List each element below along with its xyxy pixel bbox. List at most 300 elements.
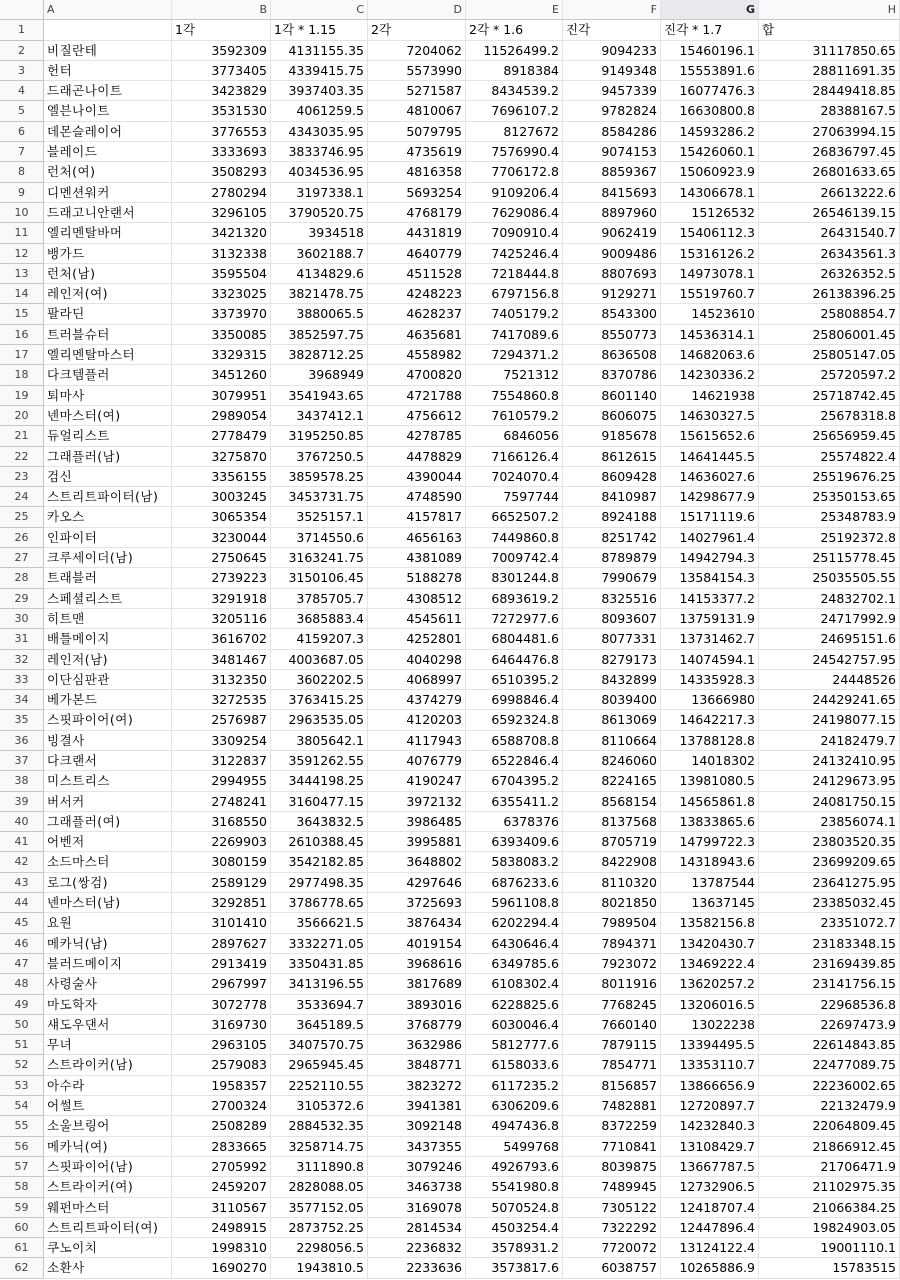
value-cell[interactable]: 8415693 [563, 183, 661, 203]
value-cell[interactable]: 2897627 [172, 934, 271, 954]
value-cell[interactable]: 7449860.8 [466, 528, 563, 548]
value-cell[interactable]: 5693254 [368, 183, 466, 203]
value-cell[interactable]: 3645189.5 [271, 1015, 368, 1035]
value-cell[interactable]: 2967997 [172, 974, 271, 994]
value-cell[interactable]: 2780294 [172, 183, 271, 203]
value-cell[interactable]: 8410987 [563, 487, 661, 507]
value-cell[interactable]: 4756612 [368, 406, 466, 426]
value-cell[interactable]: 7024070.4 [466, 467, 563, 487]
value-cell[interactable]: 26613222.6 [759, 183, 900, 203]
value-cell[interactable]: 8705719 [563, 832, 661, 852]
value-cell[interactable]: 7405179.2 [466, 304, 563, 324]
class-name-cell[interactable]: 블레이드 [44, 142, 172, 162]
value-cell[interactable]: 3258714.75 [271, 1137, 368, 1157]
value-cell[interactable]: 8251742 [563, 528, 661, 548]
class-name-cell[interactable]: 크루세이더(남) [44, 548, 172, 568]
value-cell[interactable]: 8137568 [563, 812, 661, 832]
class-name-cell[interactable]: 다크랜서 [44, 751, 172, 771]
value-cell[interactable]: 13637145 [661, 893, 759, 913]
class-name-cell[interactable]: 로그(쌍검) [44, 873, 172, 893]
value-cell[interactable]: 2700324 [172, 1096, 271, 1116]
value-cell[interactable]: 22968536.8 [759, 995, 900, 1015]
value-cell[interactable]: 4061259.5 [271, 101, 368, 121]
value-cell[interactable]: 24081750.15 [759, 792, 900, 812]
value-cell[interactable]: 4034536.95 [271, 162, 368, 182]
value-cell[interactable]: 3309254 [172, 731, 271, 751]
value-cell[interactable]: 8039400 [563, 690, 661, 710]
value-cell[interactable]: 3197338.1 [271, 183, 368, 203]
value-cell[interactable]: 4926793.6 [466, 1157, 563, 1177]
value-cell[interactable]: 15615652.6 [661, 426, 759, 446]
value-cell[interactable]: 15406112.3 [661, 223, 759, 243]
value-cell[interactable]: 7204062 [368, 41, 466, 61]
value-cell[interactable]: 3821478.75 [271, 284, 368, 304]
value-cell[interactable]: 14682063.6 [661, 345, 759, 365]
value-cell[interactable]: 4635681 [368, 325, 466, 345]
value-cell[interactable]: 5070524.8 [466, 1198, 563, 1218]
value-cell[interactable]: 3150106.45 [271, 568, 368, 588]
row-header[interactable]: 60 [0, 1218, 44, 1238]
value-cell[interactable]: 14593286.2 [661, 122, 759, 142]
class-name-cell[interactable]: 메카닉(여) [44, 1137, 172, 1157]
value-cell[interactable]: 8093607 [563, 609, 661, 629]
class-name-cell[interactable]: 미스트리스 [44, 771, 172, 791]
row-header[interactable]: 9 [0, 183, 44, 203]
value-cell[interactable]: 8897960 [563, 203, 661, 223]
value-cell[interactable]: 3591262.55 [271, 751, 368, 771]
value-cell[interactable]: 3444198.25 [271, 771, 368, 791]
value-cell[interactable]: 3437412.1 [271, 406, 368, 426]
value-cell[interactable]: 2833665 [172, 1137, 271, 1157]
value-cell[interactable]: 31117850.65 [759, 41, 900, 61]
value-cell[interactable]: 5188278 [368, 568, 466, 588]
value-cell[interactable]: 3880065.5 [271, 304, 368, 324]
class-name-cell[interactable]: 소드마스터 [44, 852, 172, 872]
value-cell[interactable]: 12447896.4 [661, 1218, 759, 1238]
value-cell[interactable]: 26836797.45 [759, 142, 900, 162]
value-cell[interactable]: 22064809.45 [759, 1116, 900, 1136]
value-cell[interactable]: 8246060 [563, 751, 661, 771]
value-cell[interactable]: 3132350 [172, 670, 271, 690]
value-cell[interactable]: 14642217.3 [661, 710, 759, 730]
value-cell[interactable]: 3296105 [172, 203, 271, 223]
value-cell[interactable]: 3773405 [172, 61, 271, 81]
class-name-cell[interactable]: 소울브링어 [44, 1116, 172, 1136]
value-cell[interactable]: 6378376 [466, 812, 563, 832]
value-cell[interactable]: 6306209.6 [466, 1096, 563, 1116]
value-cell[interactable]: 7923072 [563, 954, 661, 974]
row-header[interactable]: 29 [0, 589, 44, 609]
value-cell[interactable]: 6797156.8 [466, 284, 563, 304]
row-header[interactable]: 6 [0, 122, 44, 142]
value-cell[interactable]: 8550773 [563, 325, 661, 345]
value-cell[interactable]: 3937403.35 [271, 81, 368, 101]
value-cell[interactable]: 3291918 [172, 589, 271, 609]
value-cell[interactable]: 4700820 [368, 365, 466, 385]
value-cell[interactable]: 3230044 [172, 528, 271, 548]
value-cell[interactable]: 16630800.8 [661, 101, 759, 121]
class-name-cell[interactable]: 카오스 [44, 507, 172, 527]
value-cell[interactable]: 3350431.85 [271, 954, 368, 974]
class-name-cell[interactable]: 검신 [44, 467, 172, 487]
value-cell[interactable]: 6464476.8 [466, 650, 563, 670]
value-cell[interactable]: 2589129 [172, 873, 271, 893]
value-cell[interactable]: 23856074.1 [759, 812, 900, 832]
value-cell[interactable]: 4810067 [368, 101, 466, 121]
value-cell[interactable]: 4131155.35 [271, 41, 368, 61]
value-cell[interactable]: 14153377.2 [661, 589, 759, 609]
value-cell[interactable]: 3110567 [172, 1198, 271, 1218]
value-cell[interactable]: 4478829 [368, 447, 466, 467]
value-cell[interactable]: 3413196.55 [271, 974, 368, 994]
value-cell[interactable]: 19824903.05 [759, 1218, 900, 1238]
value-cell[interactable]: 25574822.4 [759, 447, 900, 467]
value-cell[interactable]: 8110664 [563, 731, 661, 751]
row-header[interactable]: 51 [0, 1035, 44, 1055]
value-cell[interactable]: 3941381 [368, 1096, 466, 1116]
value-cell[interactable]: 7166126.4 [466, 447, 563, 467]
row-header[interactable]: 32 [0, 650, 44, 670]
class-name-cell[interactable]: 쿠노이치 [44, 1238, 172, 1258]
value-cell[interactable]: 3168550 [172, 812, 271, 832]
value-cell[interactable]: 6592324.8 [466, 710, 563, 730]
value-cell[interactable]: 3876434 [368, 913, 466, 933]
value-cell[interactable]: 28388167.5 [759, 101, 900, 121]
value-cell[interactable]: 7090910.4 [466, 223, 563, 243]
value-cell[interactable]: 6998846.4 [466, 690, 563, 710]
class-name-cell[interactable]: 넨마스터(여) [44, 406, 172, 426]
row-header[interactable]: 2 [0, 41, 44, 61]
value-cell[interactable]: 4947436.8 [466, 1116, 563, 1136]
class-name-cell[interactable]: 마도학자 [44, 995, 172, 1015]
header-cell[interactable]: 진각 [563, 20, 661, 40]
value-cell[interactable]: 4159207.3 [271, 629, 368, 649]
value-cell[interactable]: 14636027.6 [661, 467, 759, 487]
value-cell[interactable]: 14074594.1 [661, 650, 759, 670]
value-cell[interactable]: 14565861.8 [661, 792, 759, 812]
value-cell[interactable]: 3531530 [172, 101, 271, 121]
header-cell[interactable] [44, 20, 172, 40]
class-name-cell[interactable]: 엘븐나이트 [44, 101, 172, 121]
value-cell[interactable]: 8127672 [466, 122, 563, 142]
value-cell[interactable]: 1690270 [172, 1258, 271, 1278]
value-cell[interactable]: 2705992 [172, 1157, 271, 1177]
value-cell[interactable]: 6588708.8 [466, 731, 563, 751]
value-cell[interactable]: 8636508 [563, 345, 661, 365]
column-header-g[interactable]: G [661, 0, 759, 20]
class-name-cell[interactable]: 인파이터 [44, 528, 172, 548]
value-cell[interactable]: 13353110.7 [661, 1055, 759, 1075]
row-header[interactable]: 42 [0, 852, 44, 872]
value-cell[interactable]: 9185678 [563, 426, 661, 446]
row-header[interactable]: 24 [0, 487, 44, 507]
value-cell[interactable]: 2508289 [172, 1116, 271, 1136]
value-cell[interactable]: 14973078.1 [661, 264, 759, 284]
value-cell[interactable]: 7990679 [563, 568, 661, 588]
value-cell[interactable]: 3423829 [172, 81, 271, 101]
value-cell[interactable]: 23803520.35 [759, 832, 900, 852]
class-name-cell[interactable]: 스트리트파이터(남) [44, 487, 172, 507]
value-cell[interactable]: 4640779 [368, 244, 466, 264]
value-cell[interactable]: 8432899 [563, 670, 661, 690]
value-cell[interactable]: 3986485 [368, 812, 466, 832]
value-cell[interactable]: 7696107.2 [466, 101, 563, 121]
value-cell[interactable]: 21866912.45 [759, 1137, 900, 1157]
value-cell[interactable]: 21706471.9 [759, 1157, 900, 1177]
class-name-cell[interactable]: 그래플러(남) [44, 447, 172, 467]
value-cell[interactable]: 13759131.9 [661, 609, 759, 629]
value-cell[interactable]: 23141756.15 [759, 974, 900, 994]
value-cell[interactable]: 8039875 [563, 1157, 661, 1177]
value-cell[interactable]: 9094233 [563, 41, 661, 61]
value-cell[interactable]: 6846056 [466, 426, 563, 446]
value-cell[interactable]: 4390044 [368, 467, 466, 487]
value-cell[interactable]: 13981080.5 [661, 771, 759, 791]
value-cell[interactable]: 28449418.85 [759, 81, 900, 101]
row-header[interactable]: 16 [0, 325, 44, 345]
value-cell[interactable]: 4503254.4 [466, 1218, 563, 1238]
value-cell[interactable]: 3205116 [172, 609, 271, 629]
row-header[interactable]: 47 [0, 954, 44, 974]
value-cell[interactable]: 2778479 [172, 426, 271, 446]
value-cell[interactable]: 6704395.2 [466, 771, 563, 791]
value-cell[interactable]: 2994955 [172, 771, 271, 791]
value-cell[interactable]: 3685883.4 [271, 609, 368, 629]
value-cell[interactable]: 7597744 [466, 487, 563, 507]
class-name-cell[interactable]: 웨펀마스터 [44, 1198, 172, 1218]
class-name-cell[interactable]: 다크템플러 [44, 365, 172, 385]
value-cell[interactable]: 3329315 [172, 345, 271, 365]
value-cell[interactable]: 2576987 [172, 710, 271, 730]
value-cell[interactable]: 2913419 [172, 954, 271, 974]
value-cell[interactable]: 8021850 [563, 893, 661, 913]
value-cell[interactable]: 7218444.8 [466, 264, 563, 284]
value-cell[interactable]: 23699209.65 [759, 852, 900, 872]
value-cell[interactable]: 3968949 [271, 365, 368, 385]
value-cell[interactable]: 26343561.3 [759, 244, 900, 264]
value-cell[interactable]: 6158033.6 [466, 1055, 563, 1075]
value-cell[interactable]: 15060923.9 [661, 162, 759, 182]
value-cell[interactable]: 3823272 [368, 1076, 466, 1096]
value-cell[interactable]: 13022238 [661, 1015, 759, 1035]
value-cell[interactable]: 3592309 [172, 41, 271, 61]
value-cell[interactable]: 3163241.75 [271, 548, 368, 568]
value-cell[interactable]: 2459207 [172, 1177, 271, 1197]
row-header[interactable]: 35 [0, 710, 44, 730]
value-cell[interactable]: 13833865.6 [661, 812, 759, 832]
value-cell[interactable]: 24695151.6 [759, 629, 900, 649]
value-cell[interactable]: 5838083.2 [466, 852, 563, 872]
value-cell[interactable]: 3079246 [368, 1157, 466, 1177]
value-cell[interactable]: 25805147.05 [759, 345, 900, 365]
value-cell[interactable]: 3573817.6 [466, 1258, 563, 1278]
value-cell[interactable]: 26546139.15 [759, 203, 900, 223]
row-header[interactable]: 62 [0, 1258, 44, 1278]
value-cell[interactable]: 24182479.7 [759, 731, 900, 751]
value-cell[interactable]: 2252110.55 [271, 1076, 368, 1096]
value-cell[interactable]: 2269903 [172, 832, 271, 852]
value-cell[interactable]: 14335928.3 [661, 670, 759, 690]
class-name-cell[interactable]: 배틀메이지 [44, 629, 172, 649]
row-header[interactable]: 59 [0, 1198, 44, 1218]
value-cell[interactable]: 14318943.6 [661, 852, 759, 872]
row-header[interactable]: 58 [0, 1177, 44, 1197]
value-cell[interactable]: 3080159 [172, 852, 271, 872]
value-cell[interactable]: 3972132 [368, 792, 466, 812]
class-name-cell[interactable]: 이단심판관 [44, 670, 172, 690]
row-header[interactable]: 36 [0, 731, 44, 751]
value-cell[interactable]: 24832702.1 [759, 589, 900, 609]
row-header[interactable]: 8 [0, 162, 44, 182]
value-cell[interactable]: 9129271 [563, 284, 661, 304]
class-name-cell[interactable]: 팔라딘 [44, 304, 172, 324]
row-header[interactable]: 52 [0, 1055, 44, 1075]
value-cell[interactable]: 1958357 [172, 1076, 271, 1096]
class-name-cell[interactable]: 히트맨 [44, 609, 172, 629]
class-name-cell[interactable]: 엘리멘탈바머 [44, 223, 172, 243]
value-cell[interactable]: 13866656.9 [661, 1076, 759, 1096]
value-cell[interactable]: 14230336.2 [661, 365, 759, 385]
value-cell[interactable]: 6038757 [563, 1258, 661, 1278]
value-cell[interactable]: 24429241.65 [759, 690, 900, 710]
row-header[interactable]: 56 [0, 1137, 44, 1157]
value-cell[interactable]: 7482881 [563, 1096, 661, 1116]
class-name-cell[interactable]: 소환사 [44, 1258, 172, 1278]
value-cell[interactable]: 16077476.3 [661, 81, 759, 101]
row-header[interactable]: 34 [0, 690, 44, 710]
column-header-f[interactable]: F [563, 0, 661, 20]
value-cell[interactable]: 2298056.5 [271, 1238, 368, 1258]
value-cell[interactable]: 3275870 [172, 447, 271, 467]
value-cell[interactable]: 24448526 [759, 670, 900, 690]
row-header[interactable]: 38 [0, 771, 44, 791]
value-cell[interactable]: 8601140 [563, 386, 661, 406]
value-cell[interactable]: 3828712.25 [271, 345, 368, 365]
value-cell[interactable]: 25678318.8 [759, 406, 900, 426]
value-cell[interactable]: 25192372.8 [759, 528, 900, 548]
row-header[interactable]: 30 [0, 609, 44, 629]
column-header-a[interactable]: A [44, 0, 172, 20]
value-cell[interactable]: 23641275.95 [759, 873, 900, 893]
row-header[interactable]: 12 [0, 244, 44, 264]
value-cell[interactable]: 3350085 [172, 325, 271, 345]
value-cell[interactable]: 15171119.6 [661, 507, 759, 527]
value-cell[interactable]: 25720597.2 [759, 365, 900, 385]
value-cell[interactable]: 3595504 [172, 264, 271, 284]
value-cell[interactable]: 1998310 [172, 1238, 271, 1258]
value-cell[interactable]: 6030046.4 [466, 1015, 563, 1035]
row-header[interactable]: 48 [0, 974, 44, 994]
value-cell[interactable]: 13787544 [661, 873, 759, 893]
value-cell[interactable]: 2989054 [172, 406, 271, 426]
value-cell[interactable]: 3333693 [172, 142, 271, 162]
value-cell[interactable]: 25806001.45 [759, 325, 900, 345]
row-header[interactable]: 25 [0, 507, 44, 527]
value-cell[interactable]: 3437355 [368, 1137, 466, 1157]
value-cell[interactable]: 3602188.7 [271, 244, 368, 264]
value-cell[interactable]: 13788128.8 [661, 731, 759, 751]
class-name-cell[interactable]: 드래곤나이트 [44, 81, 172, 101]
value-cell[interactable]: 9457339 [563, 81, 661, 101]
value-cell[interactable]: 2963535.05 [271, 710, 368, 730]
class-name-cell[interactable]: 헌터 [44, 61, 172, 81]
value-cell[interactable]: 4721788 [368, 386, 466, 406]
value-cell[interactable]: 8789879 [563, 548, 661, 568]
value-cell[interactable]: 4252801 [368, 629, 466, 649]
class-name-cell[interactable]: 퇴마사 [44, 386, 172, 406]
value-cell[interactable]: 3578931.2 [466, 1238, 563, 1258]
column-header-c[interactable]: C [271, 0, 368, 20]
value-cell[interactable]: 7720072 [563, 1238, 661, 1258]
value-cell[interactable]: 2884532.35 [271, 1116, 368, 1136]
value-cell[interactable]: 14942794.3 [661, 548, 759, 568]
value-cell[interactable]: 7489945 [563, 1177, 661, 1197]
header-cell[interactable]: 2각 [368, 20, 466, 40]
value-cell[interactable]: 6652507.2 [466, 507, 563, 527]
class-name-cell[interactable]: 듀얼리스트 [44, 426, 172, 446]
class-name-cell[interactable]: 섀도우댄서 [44, 1015, 172, 1035]
value-cell[interactable]: 3407570.75 [271, 1035, 368, 1055]
value-cell[interactable]: 3763415.25 [271, 690, 368, 710]
value-cell[interactable]: 3805642.1 [271, 731, 368, 751]
value-cell[interactable]: 26431540.7 [759, 223, 900, 243]
value-cell[interactable]: 4003687.05 [271, 650, 368, 670]
value-cell[interactable]: 8077331 [563, 629, 661, 649]
value-cell[interactable]: 3968616 [368, 954, 466, 974]
row-header[interactable]: 14 [0, 284, 44, 304]
value-cell[interactable]: 8325516 [563, 589, 661, 609]
row-header[interactable]: 39 [0, 792, 44, 812]
value-cell[interactable]: 22477089.75 [759, 1055, 900, 1075]
value-cell[interactable]: 4019154 [368, 934, 466, 954]
value-cell[interactable]: 4040298 [368, 650, 466, 670]
row-header[interactable]: 53 [0, 1076, 44, 1096]
value-cell[interactable]: 6117235.2 [466, 1076, 563, 1096]
value-cell[interactable]: 3852597.75 [271, 325, 368, 345]
value-cell[interactable]: 4076779 [368, 751, 466, 771]
row-header[interactable]: 22 [0, 447, 44, 467]
value-cell[interactable]: 13206016.5 [661, 995, 759, 1015]
value-cell[interactable]: 14306678.1 [661, 183, 759, 203]
value-cell[interactable]: 24542757.95 [759, 650, 900, 670]
class-name-cell[interactable]: 무녀 [44, 1035, 172, 1055]
row-header[interactable]: 40 [0, 812, 44, 832]
value-cell[interactable]: 6430646.4 [466, 934, 563, 954]
value-cell[interactable]: 7660140 [563, 1015, 661, 1035]
value-cell[interactable]: 28811691.35 [759, 61, 900, 81]
value-cell[interactable]: 23385032.45 [759, 893, 900, 913]
value-cell[interactable]: 26326352.5 [759, 264, 900, 284]
value-cell[interactable]: 8372259 [563, 1116, 661, 1136]
class-name-cell[interactable]: 드래고니안랜서 [44, 203, 172, 223]
value-cell[interactable]: 4297646 [368, 873, 466, 893]
value-cell[interactable]: 2963105 [172, 1035, 271, 1055]
value-cell[interactable]: 15553891.6 [661, 61, 759, 81]
value-cell[interactable]: 21102975.35 [759, 1177, 900, 1197]
value-cell[interactable]: 12720897.7 [661, 1096, 759, 1116]
value-cell[interactable]: 5573990 [368, 61, 466, 81]
value-cell[interactable]: 3003245 [172, 487, 271, 507]
value-cell[interactable]: 3616702 [172, 629, 271, 649]
value-cell[interactable]: 13420430.7 [661, 934, 759, 954]
value-cell[interactable]: 4278785 [368, 426, 466, 446]
value-cell[interactable]: 7854771 [563, 1055, 661, 1075]
value-cell[interactable]: 4431819 [368, 223, 466, 243]
value-cell[interactable]: 19001110.1 [759, 1238, 900, 1258]
value-cell[interactable]: 11526499.2 [466, 41, 563, 61]
value-cell[interactable]: 2828088.05 [271, 1177, 368, 1197]
value-cell[interactable]: 3542182.85 [271, 852, 368, 872]
